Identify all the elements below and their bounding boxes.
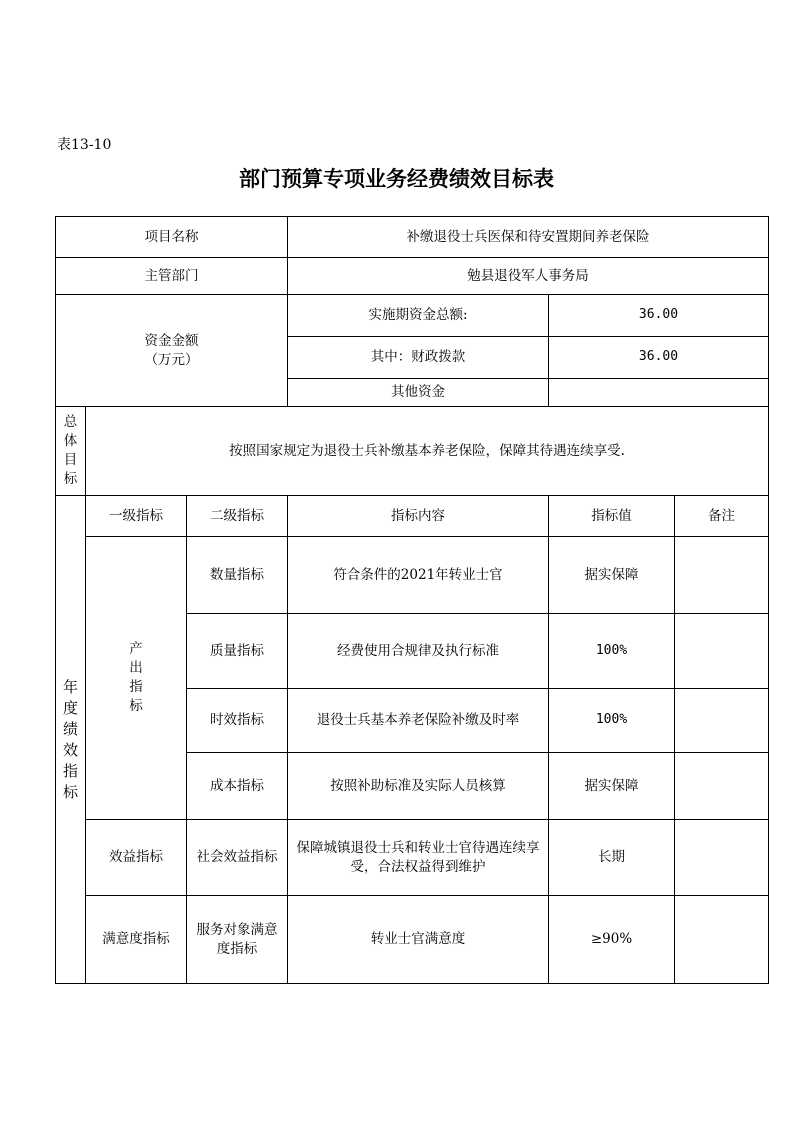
note-cell: [675, 689, 769, 753]
department-row: [56, 258, 769, 295]
table-row: [56, 537, 769, 614]
output-indicator-label: 产出指标: [129, 641, 143, 714]
note-cell: [675, 614, 769, 689]
table-row: [56, 820, 769, 896]
value-cell: 100%: [549, 689, 675, 753]
overall-goal-text: 按照国家规定为退役士兵补缴基本养老保险，保障其待遇连续享受.: [86, 407, 769, 496]
level2-cell: 成本指标: [187, 753, 288, 820]
indicator-header-row: [56, 496, 769, 537]
funds-amount-cell: [56, 295, 288, 407]
note-cell: [675, 753, 769, 820]
header-value: 指标值: [549, 496, 675, 537]
funds-total-label: 实施期资金总额:: [288, 295, 549, 337]
funds-other-label: 其他资金: [288, 379, 549, 407]
funds-fiscal-label: 其中：财政拨款: [288, 337, 549, 379]
annual-indicator-label-cell: [56, 496, 86, 984]
header-level1: 一级指标: [86, 496, 187, 537]
value-cell: 据实保障: [549, 537, 675, 614]
table-row: [56, 896, 769, 984]
note-cell: [675, 537, 769, 614]
value-cell: ≥90%: [549, 896, 675, 984]
page-title: 部门预算专项业务经费绩效目标表: [239, 167, 554, 191]
funds-total-value: 36.00: [549, 295, 769, 337]
funds-total-row: [56, 295, 769, 337]
header-content: 指标内容: [288, 496, 549, 537]
content-cell: 转业士官满意度: [288, 896, 549, 984]
overall-goal-label-cell: [56, 407, 86, 496]
overall-goal-label: 总体目标: [63, 414, 78, 487]
funds-amount-label: 资金金额: [144, 332, 199, 349]
project-name-label: 项目名称: [56, 217, 288, 258]
annual-indicator-label: 年度绩效指标: [62, 677, 78, 801]
value-cell: 100%: [549, 614, 675, 689]
project-name-value: 补缴退役士兵医保和待安置期间养老保险: [288, 217, 769, 258]
funds-unit-label: （万元）: [144, 351, 199, 368]
level2-cell: 数量指标: [187, 537, 288, 614]
content-cell: 符合条件的2021年转业士官: [288, 537, 549, 614]
header-note: 备注: [675, 496, 769, 537]
project-name-row: [56, 217, 769, 258]
content-cell: 保障城镇退役士兵和转业士官待遇连续享受，合法权益得到维护: [288, 820, 549, 896]
content-cell: 经费使用合规律及执行标准: [288, 614, 549, 689]
header-level2: 二级指标: [187, 496, 288, 537]
note-cell: [675, 820, 769, 896]
department-value: 勉县退役军人事务局: [288, 258, 769, 295]
satisfaction-indicator-label: 满意度指标: [86, 896, 187, 984]
funds-other-value: [549, 379, 769, 407]
level2-cell: 时效指标: [187, 689, 288, 753]
output-indicator-cell: [86, 537, 187, 820]
table-number: 表13-10: [57, 137, 112, 153]
value-cell: 据实保障: [549, 753, 675, 820]
content-cell: 退役士兵基本养老保险补缴及时率: [288, 689, 549, 753]
funds-fiscal-value: 36.00: [549, 337, 769, 379]
note-cell: [675, 896, 769, 984]
level2-cell: 质量指标: [187, 614, 288, 689]
benefit-indicator-label: 效益指标: [86, 820, 187, 896]
level2-cell: 社会效益指标: [187, 820, 288, 896]
level2-cell: 服务对象满意度指标: [187, 896, 288, 984]
overall-goal-row: [56, 407, 769, 496]
department-label: 主管部门: [56, 258, 288, 295]
performance-target-table: [55, 216, 769, 984]
value-cell: 长期: [549, 820, 675, 896]
content-cell: 按照补助标准及实际人员核算: [288, 753, 549, 820]
